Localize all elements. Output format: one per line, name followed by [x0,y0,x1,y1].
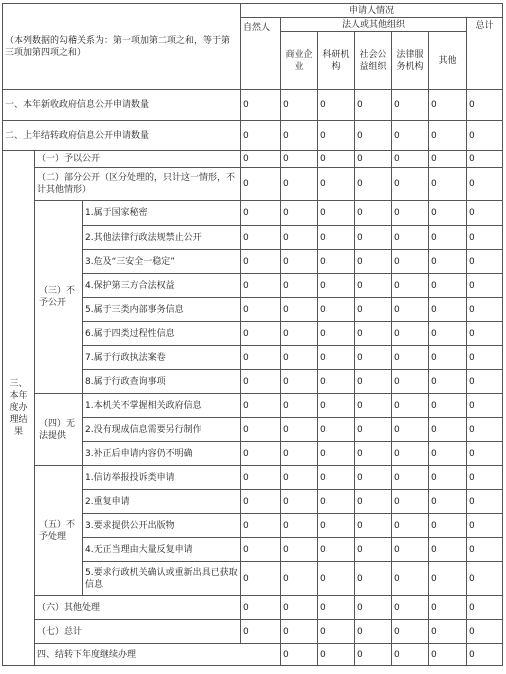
cell-value: 0 [355,538,392,562]
cell-value: 0 [318,538,355,562]
cell-value: 0 [318,298,355,322]
header-legal-type: 科研机构 [318,32,355,90]
cell-value: 0 [392,370,429,394]
cell-value: 0 [392,620,429,644]
header-note: （本列数据的勾稽关系为：第一项加第二项之和，等于第三项加第四项之和） [3,4,241,90]
header-legal-type: 其他 [429,32,467,90]
row-label: 3.危及“三安全一稳定” [83,250,241,274]
cell-value: 0 [355,562,392,596]
cell-value: 0 [281,562,318,596]
cell-value: 0 [318,201,355,226]
cell-value: 0 [241,418,281,442]
cell-value: 0 [429,90,467,121]
row-label: 4.保护第三方合法权益 [83,274,241,298]
cell-value: 0 [318,346,355,370]
row-label: （二）部分公开（区分处理的，只计这一情形，不计其他情形） [35,168,241,201]
cell-value: 0 [241,90,281,121]
row-carried-to-next-year [3,644,503,666]
cell-value: 0 [318,394,355,418]
cell-value: 0 [281,490,318,514]
cell-value: 0 [467,514,503,538]
cell-value: 0 [318,644,355,666]
cell-value: 0 [318,250,355,274]
cell-value: 0 [429,644,467,666]
cell-value: 0 [467,250,503,274]
cell-value: 0 [355,322,392,346]
cell-value: 0 [392,596,429,620]
cell-value: 0 [429,121,467,151]
cell-value: 0 [392,346,429,370]
cell-value: 0 [392,644,429,666]
cell-value: 0 [318,226,355,250]
cell-value: 0 [318,121,355,151]
cell-value: 0 [467,151,503,168]
cell-value: 0 [467,442,503,466]
cell-value: 0 [355,90,392,121]
cell-value: 0 [355,250,392,274]
cell-value: 0 [281,250,318,274]
row-label: 2.其他法律行政法规禁止公开 [83,226,241,250]
row-label: （六）其他处理 [35,596,241,620]
header-natural-person: 自然人 [241,18,281,90]
cell-value: 0 [281,90,318,121]
cell-value: 0 [392,151,429,168]
cell-value: 0 [467,538,503,562]
cell-value: 0 [318,514,355,538]
cell-value: 0 [318,274,355,298]
cell-value: 0 [241,151,281,168]
cell-value: 0 [429,418,467,442]
cell-value: 0 [281,226,318,250]
cell-value: 0 [429,151,467,168]
row-new-applications [3,90,503,121]
cell-value: 0 [281,168,318,201]
cell-value: 0 [241,538,281,562]
cell-value: 0 [467,418,503,442]
cell-value: 0 [467,562,503,596]
cell-value: 0 [241,121,281,151]
row-label: 6.属于四类过程性信息 [83,322,241,346]
row-carried-over-applications [3,121,503,151]
header-legal-type: 法律服务机构 [392,32,429,90]
cell-value: 0 [241,298,281,322]
cell-value: 0 [241,322,281,346]
cell-value: 0 [355,201,392,226]
cell-value: 0 [429,168,467,201]
cell-value: 0 [241,250,281,274]
cell-value: 0 [281,298,318,322]
row-label: 5.要求行政机关确认或重新出具已获取信息 [83,562,241,596]
cell-value: 0 [241,620,281,644]
cell-value: 0 [392,538,429,562]
cell-value: 0 [467,644,503,666]
cell-value: 0 [355,442,392,466]
cell-value: 0 [392,562,429,596]
cell-value: 0 [241,346,281,370]
row-label: 四、结转下年度继续办理 [35,644,281,666]
cell-value: 0 [318,490,355,514]
row-label: 5.属于三类内部事务信息 [83,298,241,322]
cell-value: 0 [318,418,355,442]
cell-value: 0 [355,121,392,151]
cell-value: 0 [355,514,392,538]
cell-value: 0 [429,298,467,322]
cell-value: 0 [429,226,467,250]
cell-value: 0 [429,620,467,644]
cell-value: 0 [355,226,392,250]
cell-value: 0 [467,201,503,226]
cell-value: 0 [241,201,281,226]
cell-value: 0 [392,514,429,538]
cell-value: 0 [241,466,281,490]
header-applicant-group: 申请人情况 [241,4,503,18]
row-other-processing [3,596,503,620]
cell-value: 0 [429,274,467,298]
cell-value: 0 [467,370,503,394]
cell-value: 0 [392,250,429,274]
cell-value: 0 [241,596,281,620]
group-label-results: 三、本年度办理结果 [3,151,35,666]
cell-value: 0 [392,298,429,322]
cell-value: 0 [429,394,467,418]
cell-value: 0 [281,644,318,666]
cell-value: 0 [429,346,467,370]
row-label: 2.重复申请 [83,490,241,514]
cell-value: 0 [392,394,429,418]
group-label-not-disclosed: （三）不予公开 [35,201,83,394]
cell-value: 0 [392,490,429,514]
cell-value: 0 [281,418,318,442]
cell-value: 0 [392,201,429,226]
cell-value: 0 [318,168,355,201]
cell-value: 0 [355,596,392,620]
cell-value: 0 [318,151,355,168]
cell-value: 0 [241,168,281,201]
row-disclosed [3,151,503,168]
row-partially-disclosed [3,168,503,201]
cell-value: 0 [467,346,503,370]
header-total: 总计 [467,18,503,90]
cell-value: 0 [281,201,318,226]
cell-value: 0 [281,346,318,370]
row-not-disclosed-item [3,201,503,226]
cell-value: 0 [281,394,318,418]
cell-value: 0 [467,226,503,250]
cell-value: 0 [241,562,281,596]
cell-value: 0 [392,274,429,298]
cell-value: 0 [355,151,392,168]
cell-value: 0 [355,298,392,322]
cell-value: 0 [281,596,318,620]
cell-value: 0 [467,274,503,298]
cell-value: 0 [355,466,392,490]
cell-value: 0 [429,370,467,394]
group-label-not-processed: （五）不予处理 [35,466,83,596]
cell-value: 0 [355,168,392,201]
row-label: 1.信访举报投诉类申请 [83,466,241,490]
cell-value: 0 [392,226,429,250]
cell-value: 0 [281,538,318,562]
cell-value: 0 [355,346,392,370]
row-label: 8.属于行政查询事项 [83,370,241,394]
row-label: 3.要求提供公开出版物 [83,514,241,538]
cell-value: 0 [281,151,318,168]
cell-value: 0 [429,538,467,562]
cell-value: 0 [429,466,467,490]
cell-value: 0 [355,644,392,666]
cell-value: 0 [241,514,281,538]
cell-value: 0 [355,394,392,418]
cell-value: 0 [241,394,281,418]
row-label: 1.属于国家秘密 [83,201,241,226]
cell-value: 0 [392,418,429,442]
row-label: 1.本机关不掌握相关政府信息 [83,394,241,418]
cell-value: 0 [392,322,429,346]
cell-value: 0 [318,596,355,620]
cell-value: 0 [429,596,467,620]
cell-value: 0 [355,490,392,514]
cell-value: 0 [241,490,281,514]
cell-value: 0 [467,298,503,322]
cell-value: 0 [355,418,392,442]
row-label: 7.属于行政执法案卷 [83,346,241,370]
cell-value: 0 [318,370,355,394]
cell-value: 0 [392,442,429,466]
cell-value: 0 [318,620,355,644]
cell-value: 0 [318,466,355,490]
header-legal-type: 商业企业 [281,32,318,90]
cell-value: 0 [429,490,467,514]
cell-value: 0 [392,168,429,201]
row-label: 一、本年新收政府信息公开申请数量 [3,90,241,121]
cell-value: 0 [281,274,318,298]
row-unable-to-provide-item [3,394,503,418]
cell-value: 0 [355,370,392,394]
cell-value: 0 [355,274,392,298]
cell-value: 0 [281,442,318,466]
cell-value: 0 [318,442,355,466]
row-not-processed-item [3,466,503,490]
cell-value: 0 [429,442,467,466]
cell-value: 0 [281,514,318,538]
row-label: （七）总计 [35,620,241,644]
cell-value: 0 [281,370,318,394]
cell-value: 0 [467,322,503,346]
row-label: （一）予以公开 [35,151,241,168]
cell-value: 0 [241,370,281,394]
cell-value: 0 [467,466,503,490]
cell-value: 0 [318,562,355,596]
cell-value: 0 [241,226,281,250]
cell-value: 0 [467,490,503,514]
row-results-total [3,620,503,644]
row-label: 3.补正后申请内容仍不明确 [83,442,241,466]
cell-value: 0 [241,274,281,298]
cell-value: 0 [429,250,467,274]
cell-value: 0 [429,322,467,346]
cell-value: 0 [429,562,467,596]
cell-value: 0 [467,394,503,418]
header-legal-type: 社会公益组织 [355,32,392,90]
cell-value: 0 [281,466,318,490]
row-label: 2.没有现成信息需要另行制作 [83,418,241,442]
cell-value: 0 [429,514,467,538]
cell-value: 0 [281,620,318,644]
cell-value: 0 [467,90,503,121]
gov-info-disclosure-table [2,3,503,666]
cell-value: 0 [467,121,503,151]
cell-value: 0 [318,90,355,121]
cell-value: 0 [281,121,318,151]
row-label: 二、上年结转政府信息公开申请数量 [3,121,241,151]
cell-value: 0 [392,121,429,151]
cell-value: 0 [429,201,467,226]
row-label: 4.无正当理由大量反复申请 [83,538,241,562]
header-legal-group: 法人或其他组织 [281,18,467,32]
cell-value: 0 [392,466,429,490]
cell-value: 0 [467,596,503,620]
cell-value: 0 [355,620,392,644]
cell-value: 0 [318,322,355,346]
group-label-unable-to-provide: （四）无法提供 [35,394,83,466]
cell-value: 0 [467,168,503,201]
cell-value: 0 [392,90,429,121]
cell-value: 0 [281,322,318,346]
cell-value: 0 [241,442,281,466]
cell-value: 0 [467,620,503,644]
